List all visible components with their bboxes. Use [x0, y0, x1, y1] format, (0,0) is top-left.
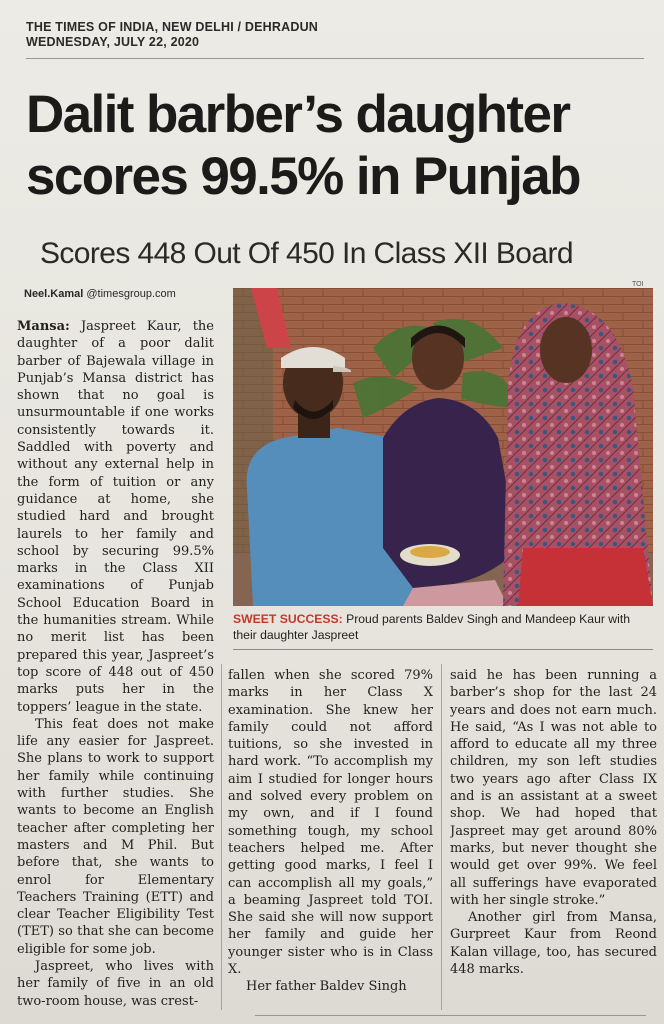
headline-line-1: Dalit barber’s daughter — [26, 85, 570, 144]
article-column-3 — [450, 667, 657, 1007]
paragraph-4: fallen when she scored 79% marks in her Class X examination. She knew her family could not afford tuitions, so she invested in hard work. “To accomplish my aim I studied for longer hours and solved every problem on my own, and if I found something tough, my school teachers helped me. After getting good marks, I feel I can accomplish all my goals,” a beaming Jaspreet told TOI. She said she will now support her family and guide her younger sister who is in Class X. — [228, 668, 433, 978]
photo-credit: TOI — [632, 281, 644, 288]
paragraph-1: Jaspreet Kaur, the daughter of a poor dalit barber of Bajewala village in Punjab’s Mansa district has shown that no goal is unsurmountable if one works consistently towards it. Saddled with poverty and without any external help in the form of tuition or any guidance at home, she studied hard and brought laurels to her family and school by securing 99.5% marks in the Class XII examinations of Punjab School Education Board in the humanities stream. While no merit list has been prepared this year, Jaspreet’s top score of 448 out of 450 marks puts her in the toppers’ league in the state. — [17, 319, 214, 715]
byline — [24, 288, 176, 300]
column-divider-2 — [441, 664, 442, 1010]
paragraph-7: Another girl from Mansa, Gurpreet Kaur from Reond Kalan village, too, has secured 448 marks. — [450, 910, 657, 978]
headline — [26, 84, 646, 208]
article-column-2 — [228, 667, 433, 1007]
masthead-publication: THE TIMES OF INDIA, NEW DELHI / DEHRADUN — [26, 20, 319, 34]
caption-text: Proud parents Baldev Singh and Mandeep Kaur with their daughter Jaspreet — [233, 612, 630, 642]
paragraph-2: This feat does not make life any easier for Jaspreet. She plans to work to support her family while continuing with further studies. She wants to become an English teacher after completing her masters and M Phil. But before that, she wants to enrol for Elementary Teachers Training (ETT) and clear Teacher Eligibility Test (TET) so that she can become eligible for some job. — [17, 716, 214, 957]
article-column-1 — [17, 318, 214, 1008]
photo-caption — [233, 611, 653, 643]
caption-rule — [233, 649, 653, 650]
masthead-rule — [26, 58, 644, 59]
headline-line-2: scores 99.5% in Punjab — [26, 147, 580, 206]
news-photo — [233, 288, 653, 606]
subheadline: Scores 448 Out Of 450 In Class XII Board — [40, 237, 573, 270]
masthead-date: WEDNESDAY, JULY 22, 2020 — [26, 35, 200, 49]
bottom-rule — [255, 1015, 646, 1016]
byline-email: @timesgroup.com — [86, 288, 176, 300]
photo-illustration — [233, 288, 653, 606]
caption-lead: SWEET SUCCESS: — [233, 612, 343, 626]
paragraph-6: said he has been running a barber’s shop for the last 24 years and does not earn much. He said, “As I was not able to afford to educate all my three children, my son left studies two years ago after Class IX and is an assistant at a sweet shop. We had hoped that Jaspreet may get around 80% marks, but never thought she would get over 99%. We feel all sufferings have evaporated with her single stroke.” — [450, 668, 657, 908]
column-divider-1 — [221, 664, 222, 1010]
byline-name: Neel.Kamal — [24, 288, 84, 300]
dateline: Mansa: — [17, 319, 70, 334]
paragraph-3: Jaspreet, who lives with her family of five in an old two-room house, was crest- — [17, 958, 214, 1008]
paragraph-5: Her father Baldev Singh — [246, 979, 407, 995]
masthead — [26, 20, 318, 50]
